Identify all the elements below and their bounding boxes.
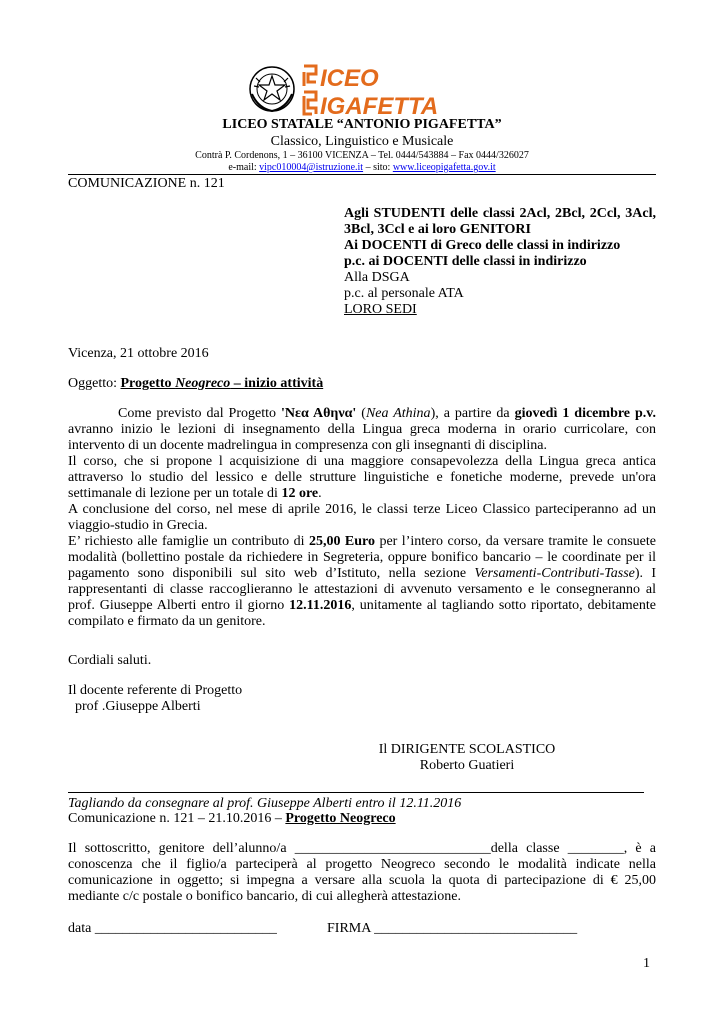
recipients-ata: p.c. al personale ATA (344, 286, 464, 301)
referent-role: Il docente referente di Progetto (68, 683, 243, 698)
coupon-title: Tagliando da consegnare al prof. Giuseppe Alberti entro il 12.11.2016 (68, 796, 462, 811)
firma-field[interactable]: FIRMA _____________________________ (327, 921, 578, 936)
signature-name: Roberto Guatieri (419, 758, 515, 773)
referent-name: prof .Giuseppe Alberti (68, 699, 201, 714)
recipients-dsga: Alla DSGA (344, 270, 410, 285)
header-divider (68, 174, 656, 175)
coupon-signature-row (68, 921, 656, 937)
letter-subject (68, 376, 323, 392)
recipients-teachers-cc: p.c. ai DOCENTI delle classi in indirizzo (344, 254, 587, 269)
coupon-reference: Comunicazione n. 121 – 21.10.2016 – Progetto Neogreco (68, 811, 396, 826)
page-number: 1 (643, 956, 650, 971)
school-address: Contrà P. Cordenons, 1 – 36100 VICENZA – Tel. 0444/543884 – Fax 0444/326027 (195, 150, 529, 161)
school-subtitle: Classico, Linguistico e Musicale (270, 134, 454, 149)
school-name: LICEO STATALE “ANTONIO PIGAFETTA” (222, 117, 502, 132)
greeting: Cordiali saluti. (68, 653, 152, 668)
site-label: – sito: (363, 162, 393, 173)
italian-republic-emblem-icon (248, 64, 296, 114)
liceo-pigafetta-logo (302, 62, 464, 118)
email-link[interactable]: vipc010004@istruzione.it (259, 162, 364, 173)
recipients-teachers: Ai DOCENTI di Greco delle classi in indirizzo (344, 238, 621, 253)
body-paragraph-1: Come previsto dal Progetto 'Νεα Αθηνα' (Nea Athina), a partire da giovedì 1 dicembre p.v. avranno inizio le lezioni di insegnamento della Lingua greca moderna in orario curricolare, con intervento di un docente madrelingua in compresenza con gli insegnanti di disciplina. (68, 406, 657, 453)
body-paragraph-4: E’ richiesto alle famiglie un contributo di 25,00 Euro per l’intero corso, da versare tramite le consuete modalità (bollettino postale da richiedere in Segreteria, oppure bonifico bancario – le coordinate per il pagamento sono disponibili sul sito web d’Istituto, nella sezione Versamenti-Contributi-Tasse). I rappresentanti di classe raccoglieranno le attestazioni di avvenuto versamento e le consegneranno al prof. Giuseppe Alberti entro il giorno 12.11.2016, unitamente al tagliando sotto riportato, debitamente compilato e firmato da un genitore. (68, 534, 656, 629)
recipients-loro-sedi: LORO SEDI (344, 302, 417, 317)
site-link[interactable]: www.liceopigafetta.gov.it (392, 162, 496, 173)
signature-block (367, 742, 567, 774)
letter-body (68, 406, 656, 630)
date-field[interactable]: data __________________________ (68, 921, 277, 936)
logo-text-pigafetta: IGAFETTA (320, 93, 439, 118)
letter-date: Vicenza, 21 ottobre 2016 (68, 346, 209, 361)
subject-label: Oggetto: (68, 376, 121, 391)
recipients-block (344, 206, 656, 318)
email-label: e-mail: (228, 162, 260, 173)
coupon-declaration: Il sottoscritto, genitore dell’alunno/a ____________________________della classe ________, è a conoscenza che il figlio/a parteciperà al progetto Neogreco secondo le modalità indicate nella comunicazione in oggetto; si impegna a versare alla scuola la quota di partecipazione di € 25,00 mediante c/c postale o bonifico bancario, di cui allegherà attestazione. (68, 841, 656, 904)
coupon-divider (68, 792, 644, 793)
subject-title: Progetto Neogreco – inizio attività (120, 376, 324, 391)
signature-role: Il DIRIGENTE SCOLASTICO (378, 742, 556, 757)
letterhead-logos (0, 62, 724, 118)
school-contacts (0, 162, 724, 173)
body-paragraph-2: Il corso, che si propone l acquisizione di una maggiore consapevolezza della Lingua greca antica attraverso lo studio del lessico e delle strutture linguistiche e fonetiche moderne, prevede un'ora settimanale di lezione per un totale di 12 ore. (68, 454, 656, 501)
recipients-students: Agli STUDENTI delle classi 2Acl, 2Bcl, 2Ccl, 3Acl, 3Bcl, 3Ccl e ai loro GENITORI (344, 206, 656, 237)
logo-text-liceo: ICEO (320, 65, 379, 92)
project-referent (68, 683, 242, 715)
body-paragraph-3: A conclusione del corso, nel mese di aprile 2016, le classi terze Liceo Classico parteciperanno ad un viaggio-studio in Grecia. (68, 502, 656, 533)
communication-number: COMUNICAZIONE n. 121 (68, 176, 225, 191)
